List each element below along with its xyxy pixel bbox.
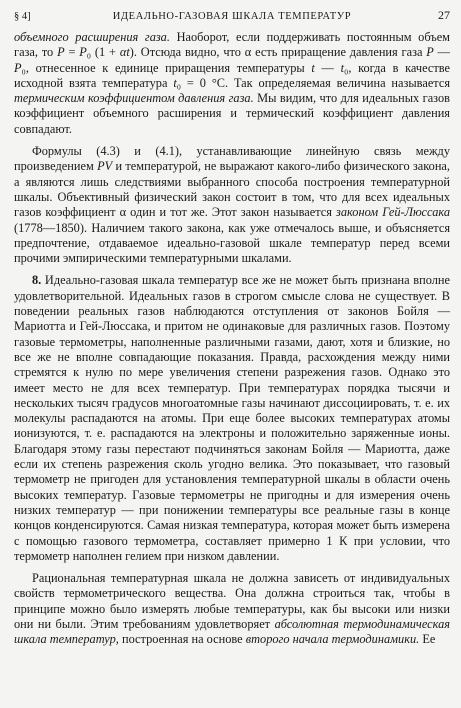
paragraph — [14, 30, 450, 137]
italic-run: законом Гей-Люссака — [336, 205, 450, 220]
italic-run: P — [426, 45, 434, 60]
paragraph — [14, 144, 450, 266]
italic-run: t — [173, 75, 177, 90]
text-run: ). Отсюда видно, что α есть приращение давления газа — [129, 45, 427, 60]
text-run: Наоборот, если поддерживать постоянным объем газа, то — [14, 30, 450, 60]
italic-run: абсолютная термодинамическая шкала температур, — [14, 616, 450, 647]
text-run: ₀, когда в качестве исходной взята температура — [14, 60, 451, 90]
paragraph — [14, 273, 450, 564]
italic-run: αt — [119, 45, 130, 60]
running-title: ИДЕАЛЬНО-ГАЗОВАЯ ШКАЛА ТЕМПЕРАТУР — [112, 11, 352, 22]
text-run: Рациональная температурная шкала не должна зависеть от индивидуальных свойств термометрического вещества. Она должна строиться так, чтобы в принципе можно было измерять любые температуры, как бы высоки или низки они ни были. Этим требованиям удовлетворяет — [14, 571, 450, 631]
section-marker: § 4] — [14, 11, 31, 22]
italic-run: P — [79, 45, 87, 60]
italic-run: PV — [97, 159, 113, 174]
italic-run: t — [340, 60, 345, 75]
running-head — [14, 8, 450, 30]
italic-run: P — [14, 60, 22, 75]
page-number: 27 — [438, 8, 450, 22]
bold-run: 8. — [32, 273, 42, 288]
italic-run: термическим коэффициентом давления газа. — [14, 91, 254, 106]
text-run: Мы видим, что для идеальных газов коэффициент объемного расширения и термический коэффициент давления совпадают. — [14, 91, 450, 136]
italic-run: t — [311, 60, 315, 75]
text-run: — — [314, 60, 341, 75]
paragraph — [14, 571, 450, 647]
text-run: Формулы (4.3) и (4.1), устанавливающие линейную связь между произведением — [14, 144, 450, 174]
text-run: Идеально-газовая шкала температур все же не может быть признана вполне удовлетворительной. Идеальных газов в строгом смысле слова не существует. В поведении реальных газов наблюдаются отступления от законов Бойля — Мариотта и Гей-Люссака, и притом не одинаковые для различных газов. Поэтому газовые термометры, наполненные различными газами, дают, хотя и близкие, но все же не вполне совпадающие показания. Правда, расхождения между ними стремятся к нулю по мере увеличения степени разрежения газов. Однако это имеет место не для всех температур. При температурах порядка тысячи и нескольких тысяч градусов многоатомные газы начинают диссоциировать, т. е. их молекулы распадаются на атомы. При еще более высоких температурах атомы ионизуются, т. е. распадаются на электроны и положительно заряженные ионы. Благодаря этому газы перестают подчиняться законам Бойля — Мариотта, даже если их степень разрежения сколь угодно велика. Это показывает, что газовый термометр не пригоден для установления температурной шкалы в области очень высоких температур. Газовые термометры не пригодны и для измерения очень низких температур — при понижении температуры все реальные газы в конце концов конденсируются. Самая низкая температура, которая может быть измерена с помощью газового термометра, составляет примерно 1 К при условии, что термометр наполнен гелием при низком давлении. — [14, 273, 450, 563]
text-run: ₀ = 0 °C. Так определяемая величина называется — [176, 75, 450, 90]
text-run: построенная на основе — [118, 632, 246, 647]
italic-run: второго начала термодинамики. — [245, 632, 420, 647]
text-run: — — [433, 45, 451, 60]
italic-run: объемного расширения газа. — [14, 30, 170, 44]
text-run: и температурой, не выражают какого-либо физического закона, а являются лишь следствиями выбранного способа построения температурной шкалы. Объективный физический закон состоит в том, что для всех идеальных газов коэффициент α один и тот же. Этот закон называется — [14, 159, 450, 220]
text-run: ₀ (1 + — [86, 45, 120, 60]
text-run: = — [64, 45, 80, 60]
italic-run: P — [57, 45, 65, 60]
text-run: Ее — [419, 632, 436, 647]
body-text — [14, 30, 450, 648]
text-run: (1778—1850). Наличием такого закона, как уже отмечалось выше, и объясняется предпочтение, отдаваемое идеально-газовой шкале температур перед всеми прочими эмпирическими температурными шкалами. — [14, 220, 450, 266]
text-run: ₀, отнесенное к единице приращения температуры — [21, 60, 312, 75]
